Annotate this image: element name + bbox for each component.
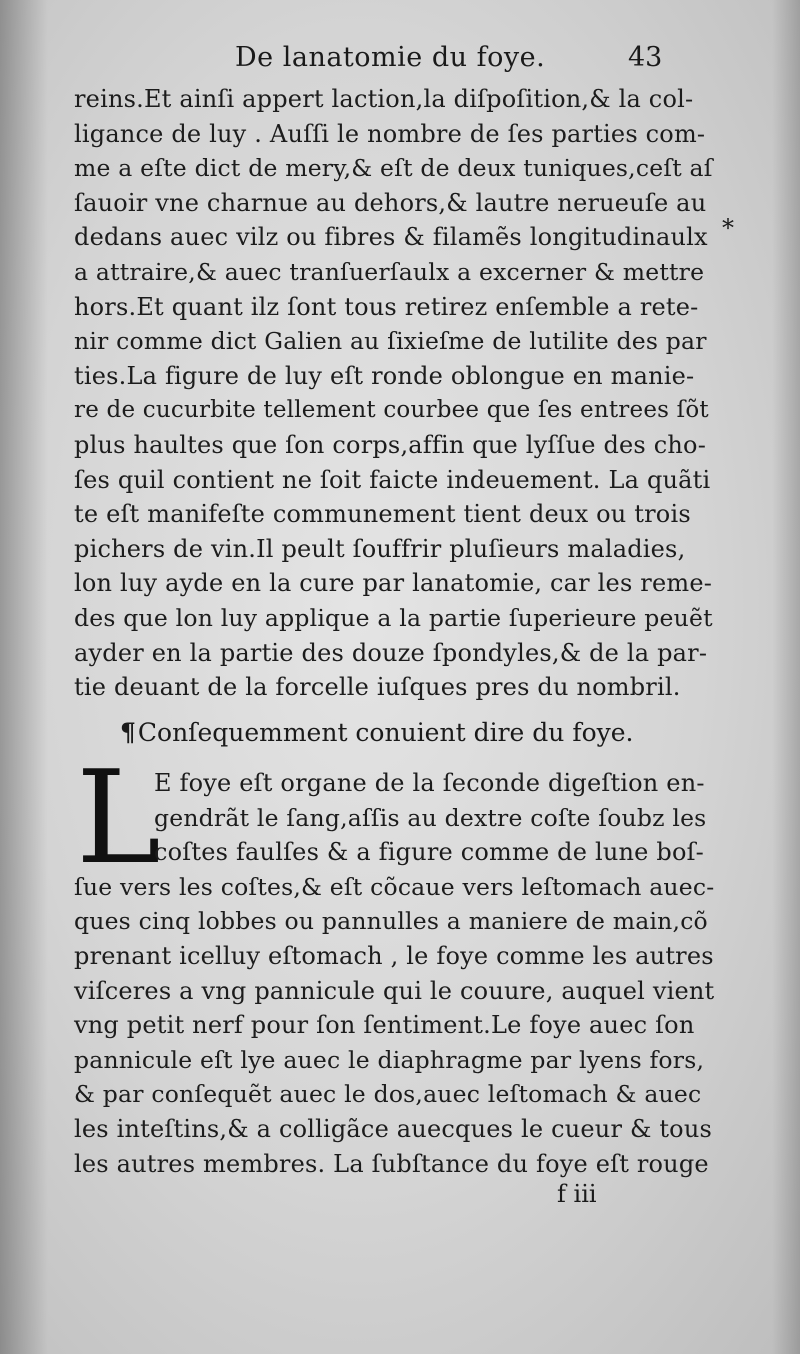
text-line: ties.La figure de luy eſt ronde oblongue en manie- [74, 361, 695, 390]
text-line: les inteſtins,& a colligãce auecques le cueur & tous [74, 1114, 713, 1143]
marginal-note: * [722, 214, 734, 242]
signature-mark: f iii [557, 1180, 597, 1208]
text-line: lon luy ayde en la cure par lanatomie, car les reme- [74, 569, 713, 598]
text-line: tie deuant de la forcelle iuſques pres du nombril. [74, 673, 681, 702]
text-line: coſtes faulſes & a figure comme de lune boſ- [154, 838, 704, 867]
text-line: & par conſequẽt auec le dos,auec leſtomach & auec [74, 1080, 702, 1109]
text-line: gendrãt le ſang,aſſis au dextre coſte ſoubz les [154, 803, 707, 832]
paragraph-2 [74, 744, 715, 1181]
text-line: ques cinq lobbes ou pannulles a maniere de main,cõ [74, 907, 708, 936]
section-heading-text: Conſequemment conuient dire du foye. [137, 718, 634, 747]
drop-cap: L [76, 744, 161, 893]
page-number: 43 [628, 42, 663, 73]
text-line: les autres membres. La ſubſtance du foye eſt rouge [74, 1149, 709, 1178]
pilcrow-icon: ¶ [120, 718, 136, 747]
text-line: prenant icelluy eſtomach , le foye comme les autres [74, 941, 714, 970]
text-line: ſauoir vne charnue au dehors,& lautre nerueuſe au [74, 188, 707, 217]
gutter-shadow [0, 0, 48, 1354]
text-line: hors.Et quant ilz ſont tous retirez enſemble a rete- [74, 292, 699, 321]
text-line: ſue vers les coſtes,& eſt cõcaue vers leſtomach auec- [74, 872, 715, 901]
text-line: des que lon luy applique a la partie ſuperieure peuẽt [74, 603, 713, 632]
text-line: te eſt manifeſte communement tient deux ou trois [74, 500, 691, 529]
text-line: ayder en la partie des douze ſpondyles,& de la par- [74, 638, 708, 667]
text-line: ligance de luy . Auſſi le nombre de ſes parties com- [74, 119, 706, 148]
paragraph-1 [74, 82, 714, 705]
text-line: plus haultes que ſon corps,affin que lyſſue des cho- [74, 430, 707, 459]
text-line: pannicule eſt lye auec le diaphragme par lyens fors, [74, 1045, 705, 1074]
text-line: nir comme dict Galien au ſixieſme de lutilite des par [74, 327, 707, 356]
text-line: dedans auec vilz ou fibres & filamẽs longitudinaulx [74, 223, 708, 252]
text-line: a attraire,& auec tranſuerſaulx a excerner & mettre [74, 257, 705, 286]
text-line: pichers de vin.Il peult ſouffrir pluſieurs maladies, [74, 534, 686, 563]
text-line: E foye eſt organe de la ſeconde digeſtion en- [154, 769, 705, 797]
text-line: viſceres a vng pannicule qui le couure, auquel vient [74, 976, 715, 1005]
running-head: De lanatomie du foye. [235, 42, 546, 73]
text-line: reins.Et ainſi appert laction,la diſpoſition,& la col- [74, 85, 694, 113]
section-heading [120, 718, 634, 747]
text-line: vng petit nerf pour ſon ſentiment.Le foye auec ſon [74, 1011, 695, 1040]
page-edge-shadow [772, 0, 800, 1354]
text-line: me a eſte dict de mery,& eſt de deux tuniques,ceſt aſ [74, 154, 713, 183]
text-line: ſes quil contient ne ſoit faicte indeuement. La quãti [74, 465, 711, 494]
text-line: re de cucurbite tellement courbee que ſes entrees ſõt [74, 397, 709, 424]
